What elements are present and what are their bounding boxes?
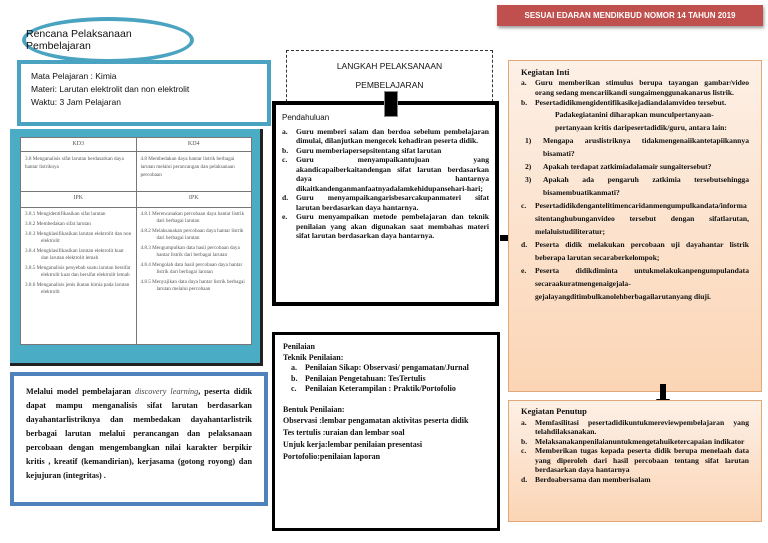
pendahuluan-item [282,193,489,212]
penutup-title: Kegiatan Penutup [521,406,587,416]
banner [497,5,763,26]
list-text: Penilaian Sikap: Observasi/ pengamatan/Jurnal [305,363,469,372]
ipk4-list [136,208,252,345]
list-marker: b. [521,436,528,446]
list-text: Penilaian Keterampilan : Praktik/Portofolio [305,384,456,393]
marker: c. [521,201,527,210]
list-text: Memfasilitasi pesertadidikuntukmereviewpembelajaran yang telahdilaksanakan. [535,417,749,436]
list-marker: d. [282,193,289,202]
pendahuluan-list [282,127,489,241]
teknik-title: Teknik Penilaian: [283,352,344,362]
waktu: Waktu: 3 Jam Pelajaran [31,97,121,107]
ipk3-item: 3.8.3 Mengklasifikasikan larutan elektrolit dan non elektrolit [25,231,132,244]
ipk3-list [21,208,137,345]
inti-item-b: Pesertadidikmengidentifikasikejadiandalamvideo tersebut. [535,98,727,107]
question-item [521,173,749,199]
list-marker: e. [282,212,288,221]
kd4-header: KD4 [136,138,252,152]
bentuk-item: Unjuk kerja:lembar penilaian presentasi [283,440,423,449]
ipk3-item: 3.8.2 Membedakan sifat larutan [25,221,91,227]
marker: b. [521,98,528,107]
teknik-list [283,363,489,395]
page-title: Rencana Pelaksanaan Pembelajaran [26,28,132,52]
ipk4-item: 4.8.1 Merencanakan percobaan daya hantar listrik dari berbagai larutan [140,211,245,224]
teknik-item [291,374,489,385]
list-text: Penilaian Pengetahuan: TesTertulis [305,373,426,383]
ipk4-item: 4.8.4 Mengolah data hasil percobaan daya hantar listrik dari berbagai larutan [140,262,243,275]
list-marker: 3) [525,175,532,184]
marker: e. [521,266,527,275]
list-marker: a. [521,417,527,427]
penutup-item [521,475,749,485]
list-text: Guru menyampaikan metode pembelajaran dan teknik penilaian yang akan digunakan saat membahas materi sifat larutan berdasarkan daya hantarnya. [296,212,489,240]
list-text: Mengapa aruslistriknya tidakmengenaiikantetapiikannya bisamati? [543,136,749,158]
teknik-item [291,363,489,374]
list-marker: b. [291,373,298,383]
list-text: Guru memberi salam dan berdoa sebelum pembelajaran dimulai, dilanjutkan mengecek kehadiran peserta didik. [296,126,489,145]
list-text: Guru memberiapersepsitentang sifat larutan [296,145,442,155]
kd4-text: 4.8 Membedakan daya hantar listrik berbagai larutan melalui perancangan dan pelaksanaan percobaan [136,152,252,192]
list-text: Berdoabersama dan memberisalam [535,474,651,484]
pendahuluan-item [282,127,489,146]
langkah-line1: LANGKAH PELAKSANAAN [336,61,443,71]
ipk4-item: 4.8.2 Melaksanakan percobaan daya hantar listrik dari berbagai larutan [140,228,244,241]
kd3-text: 3.8 Menganalisis sifat larutan berdasarkan daya hantar listriknya [21,152,137,192]
kegiatan-penutup-box [508,400,762,522]
ipk3-header: IPK [21,192,137,208]
pendahuluan-item [282,146,489,156]
ipk4-item: 4.8.5 Menyajikan data daya hantar listrik berbagai larutan melalui percobaan [140,279,245,292]
kd-box [10,129,263,366]
list-marker: b. [282,145,289,155]
list-marker: c. [521,446,527,455]
inti-item-e: Peserta didikdiminta untukmelakukanpengumpulandata secaraakuratmengenaigejala-gejalayangditimbulkanolehberbagailarutanyang diuji. [535,266,749,301]
banner-text: SESUAI EDARAN MENDIKBUD NOMOR 14 TAHUN 2019 [524,11,736,20]
objective-box [10,372,268,506]
ipk3-item: 3.8.6 Menganalisis jenis ikatan kimia pada larutan elektrolit [25,282,130,295]
kegiatan-inti-box [508,60,762,392]
materi: Materi: Larutan elektrolit dan non elektrolit [31,84,190,94]
penilaian-box [272,332,500,531]
penutup-list [521,418,749,485]
list-text: Melaksanakanpenilaianuntukmengetahuiketercapaian indikator [535,436,745,446]
objective-text-cont: , peserta didik dapat mampu menganalisis sifat larutan berdasarkan dayahantarlistriknya dan membedakan dayahantarlistrik berbagai larutan melalui perancangan dan pelaksanaan percobaan dengan mengembangkan nilai karakter berpikir kritis , kreatif (kemandirian), kerjasama (gotong royong) dan kejujuran (integritas) . [26,387,252,480]
ipk4-item: 4.8.3 Mengumpulkan data hasil percobaan daya hantar listrik dari berbagai larutan [140,245,240,258]
info-box [17,60,271,126]
list-marker: c. [282,155,288,164]
inti-item-c: Pesertadidikdengantelitimencaridanmengumpulkandata/informasitentanghubunganvideo tersebut dengan sifatlarutan, melaluistudiliteratur; [535,201,749,236]
pendahuluan-box [272,101,499,306]
kd3-header: KD3 [21,138,137,152]
question-item [521,160,749,173]
question-item [521,134,749,160]
pendahuluan-item [282,212,489,241]
marker: d. [521,240,528,249]
bentuk-item: Tes tertulis :uraian dan lembar soal [283,428,405,437]
inti-item-a: Guru memberikan stimulus berupa tayangan gambar/video orang sedang mencariikandi sungaimenggunakanarus listrik. [535,78,749,97]
inti-intro: Padakegiatanini diharapkan munculpertanyaan-pertanyaan kritis daripesertadidik/guru, antara lain: [555,110,727,132]
penutup-item [521,418,749,437]
pendahuluan-item [282,155,489,193]
list-text: Guru menyampaikantujuan yang akandicapaiberkaitandengan sifat larutan berdasarkan daya hantarnya dikaitkandenganmanfaatnyadalamkehidupansehari-hari; [296,155,489,193]
list-text: Guru menyampaikangarisbesarcakupanmateri sifat larutan berdasarkan daya hantarnya. [296,193,489,212]
pendahuluan-title: Pendahuluan [282,113,330,122]
ipk3-item: 3.8.4 Mengklasifikasikan larutan elektrolit kuat dan larutan elektrolit lemah [25,248,124,261]
list-text: Memberikan tugas kepada peserta didik berupa menelaah data yang diperoleh dari hasil percobaan tentang sifat larutan berdasarkan daya hantarnya [535,446,749,474]
marker: a. [521,78,527,87]
list-marker: a. [282,126,288,136]
list-text: Apakah terdapat zatkimiadalamair sungaitersebut? [543,162,712,171]
title-ellipse [22,17,194,63]
teknik-item [291,384,489,395]
penilaian-title: Penilaian [283,342,316,351]
penutup-item [521,437,749,447]
ipk3-item: 3.8.1 Mengidentifikasikan sifat larutan [25,211,106,217]
list-marker: a. [291,363,297,372]
connector-block [384,91,398,117]
list-marker: 2) [525,162,532,171]
list-marker: 1) [525,136,532,145]
bentuk-item: Portofolio:penilaian laporan [283,452,381,461]
penutup-item [521,446,749,475]
kd-table [20,137,252,345]
question-list [521,134,749,199]
objective-text: Melalui model pembelajaran [26,387,136,396]
ipk4-header: IPK [136,192,252,208]
langkah-line2: PEMBELAJARAN [355,80,424,90]
bentuk-title: Bentuk Penilaian: [283,404,345,414]
inti-item-d: Peserta didik melakukan percobaan uji dayahantar listrik beberapa larutan secaraberkelompok; [535,240,749,262]
list-text: Apakah ada pengaruh zatkimia tersebutsehingga bisamembuatikanmati? [543,175,749,197]
bentuk-item: Observasi :lembar pengamatan aktivitas peserta didik [283,416,469,425]
list-marker: d. [521,474,528,484]
model-name: discovery learning [135,387,199,396]
bentuk-list [283,415,489,463]
list-marker: c. [291,384,297,393]
inti-title: Kegiatan Inti [521,67,570,77]
ipk3-item: 3.8.5 Menganalisis penyebab suatu larutan bersifat elektrolit kuat dan bersifat elektrolit lemah [25,265,131,278]
mapel: Mata Pelajaran : Kimia [31,71,117,81]
